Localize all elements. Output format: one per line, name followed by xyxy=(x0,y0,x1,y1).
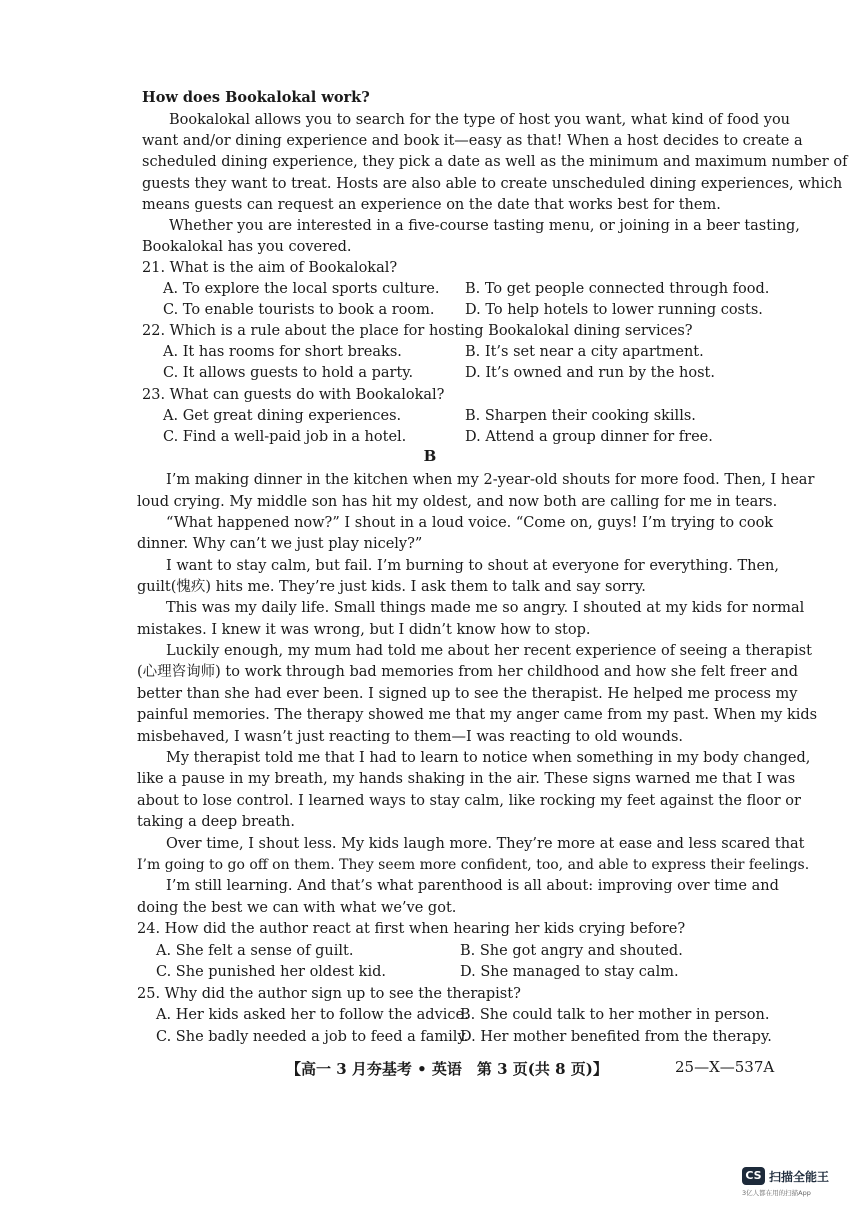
option-a: A. She felt a sense of guilt. xyxy=(156,943,354,959)
page-footer: 【高一 3 月夯基考 • 英语 第 3 页(共 8 页)】 xyxy=(286,1060,608,1078)
paragraph-line: scheduled dining experience, they pick a date as well as the minimum and maximum number of xyxy=(142,154,848,170)
paragraph-line: better than she had ever been. I signed up to see the therapist. He helped me process my xyxy=(137,686,798,702)
paragraph-line: mistakes. I knew it was wrong, but I didn’t know how to stop. xyxy=(137,622,591,638)
option-c: C. It allows guests to hold a party. xyxy=(163,365,414,381)
option-c: C. Find a well-paid job in a hotel. xyxy=(163,429,407,445)
section-b-label: B xyxy=(423,447,437,465)
paragraph-line: painful memories. The therapy showed me that my anger came from my past. When my kids xyxy=(137,707,818,723)
paragraph-line: My therapist told me that I had to learn to notice when something in my body changed, xyxy=(166,750,811,766)
paragraph-line: want and/or dining experience and book it—easy as that! When a host decides to create a xyxy=(142,133,803,149)
paragraph-line: Bookalokal allows you to search for the type of host you want, what kind of food you xyxy=(169,112,791,128)
option-d: D. Attend a group dinner for free. xyxy=(465,429,713,445)
section-heading: How does Bookalokal work? xyxy=(142,89,370,106)
question-stem: 25. Why did the author sign up to see the therapist? xyxy=(137,986,521,1002)
paragraph-line: I want to stay calm, but fail. I’m burning to shout at everyone for everything. Then, xyxy=(166,558,779,574)
paragraph-line: doing the best we can with what we’ve got. xyxy=(137,900,457,916)
scanner-app-name: 扫描全能王 xyxy=(769,1170,830,1184)
paragraph-line: I’m still learning. And that’s what parenthood is all about: improving over time and xyxy=(166,878,779,894)
paragraph-line: This was my daily life. Small things made me so angry. I shouted at my kids for normal xyxy=(166,600,805,616)
paragraph-line: dinner. Why can’t we just play nicely?” xyxy=(137,536,423,552)
option-a: A. It has rooms for short breaks. xyxy=(163,344,402,360)
question-stem: 22. Which is a rule about the place for hosting Bookalokal dining services? xyxy=(142,323,693,339)
paragraph-line: guests they want to treat. Hosts are also able to create unscheduled dining experiences, which xyxy=(142,176,843,192)
exam-code: 25—X—537A xyxy=(675,1058,775,1076)
option-b: B. Sharpen their cooking skills. xyxy=(465,408,696,424)
paragraph-line: I’m going to go off on them. They seem more confident, too, and able to express their feelings. xyxy=(137,857,810,873)
paragraph-line: means guests can request an experience on the date that works best for them. xyxy=(142,197,721,213)
paragraph-line: I’m making dinner in the kitchen when my 2-year-old shouts for more food. Then, I hear xyxy=(166,472,815,488)
scanner-tagline: 3亿人都在用的扫描App xyxy=(742,1189,811,1197)
paragraph-line: (心理咨询师) to work through bad memories from her childhood and how she felt freer and xyxy=(137,664,799,680)
option-c: C. She punished her oldest kid. xyxy=(156,964,386,980)
option-b: B. She could talk to her mother in person. xyxy=(460,1007,770,1023)
option-d: D. To help hotels to lower running costs. xyxy=(465,302,763,318)
option-d: D. It’s owned and run by the host. xyxy=(465,365,715,381)
paragraph-line: like a pause in my breath, my hands shaking in the air. These signs warned me that I was xyxy=(137,771,796,787)
option-d: D. She managed to stay calm. xyxy=(460,964,679,980)
option-d: D. Her mother benefited from the therapy. xyxy=(460,1029,772,1045)
option-b: B. It’s set near a city apartment. xyxy=(465,344,704,360)
paragraph-line: guilt(愧疚) hits me. They’re just kids. I ask them to talk and say sorry. xyxy=(137,579,646,595)
option-c: C. She badly needed a job to feed a family. xyxy=(156,1029,469,1045)
option-a: A. To explore the local sports culture. xyxy=(163,281,440,297)
camscanner-logo-icon: CS xyxy=(742,1167,765,1185)
paragraph-line: “What happened now?” I shout in a loud voice. “Come on, guys! I’m trying to cook xyxy=(166,515,774,531)
question-stem: 21. What is the aim of Bookalokal? xyxy=(142,260,398,276)
option-a: A. Her kids asked her to follow the advice. xyxy=(156,1007,469,1023)
paragraph-line: about to lose control. I learned ways to stay calm, like rocking my feet against the floor or xyxy=(137,793,801,809)
option-a: A. Get great dining experiences. xyxy=(163,408,402,424)
option-b: B. To get people connected through food. xyxy=(465,281,770,297)
paragraph-line: taking a deep breath. xyxy=(137,814,295,830)
option-b: B. She got angry and shouted. xyxy=(460,943,683,959)
paragraph-line: Whether you are interested in a five-course tasting menu, or joining in a beer tasting, xyxy=(169,218,800,234)
option-c: C. To enable tourists to book a room. xyxy=(163,302,435,318)
question-stem: 23. What can guests do with Bookalokal? xyxy=(142,387,445,403)
paragraph-line: misbehaved, I wasn’t just reacting to them—I was reacting to old wounds. xyxy=(137,729,684,745)
paragraph-line: loud crying. My middle son has hit my oldest, and now both are calling for me in tears. xyxy=(137,494,778,510)
paragraph-line: Luckily enough, my mum had told me about her recent experience of seeing a therapist xyxy=(166,643,812,659)
paragraph-line: Bookalokal has you covered. xyxy=(142,239,352,255)
question-stem: 24. How did the author react at first when hearing her kids crying before? xyxy=(137,921,686,937)
paragraph-line: Over time, I shout less. My kids laugh more. They’re more at ease and less scared that xyxy=(166,836,805,852)
